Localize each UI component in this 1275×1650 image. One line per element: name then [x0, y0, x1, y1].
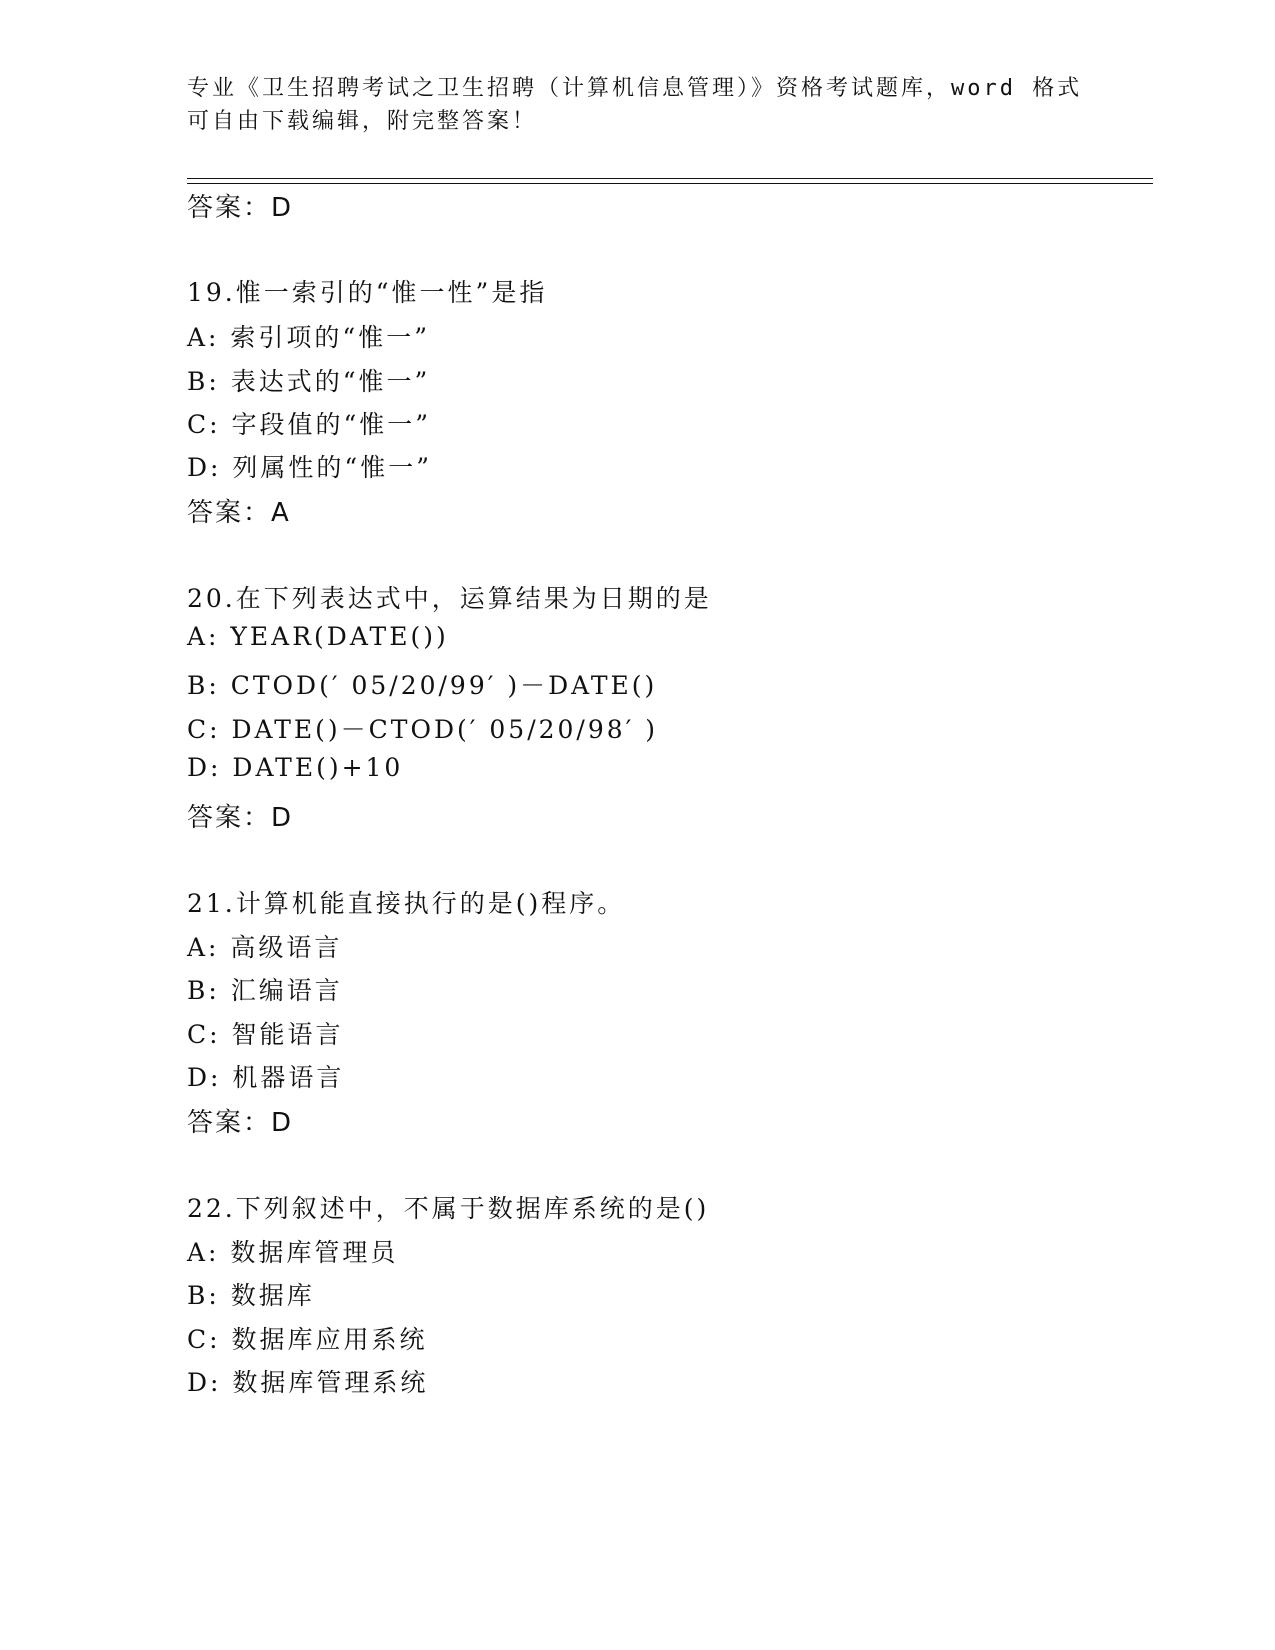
question-19-option-b: B: 表达式的“惟一” — [187, 367, 431, 396]
answer-previous: 答案：D — [187, 193, 294, 223]
question-19-option-a: A: 索引项的“惟一” — [187, 323, 430, 352]
header-line-1: 专业《卫生招聘考试之卫生招聘（计算机信息管理）》资格考试题库，word 格式 — [187, 76, 1083, 101]
question-22-stem: 22.下列叙述中，不属于数据库系统的是() — [187, 1194, 710, 1223]
question-19-option-d: D: 列属性的“惟一” — [187, 453, 432, 482]
question-22-option-a: A: 数据库管理员 — [187, 1238, 399, 1267]
question-19-option-c: C: 字段值的“惟一” — [187, 410, 432, 439]
question-19-answer: 答案：A — [187, 498, 291, 528]
question-22-option-d: D: 数据库管理系统 — [187, 1368, 429, 1397]
question-21-stem: 21.计算机能直接执行的是()程序。 — [187, 889, 626, 918]
question-20-option-a: A: YEAR(DATE()) — [187, 622, 449, 651]
document-header — [187, 72, 1087, 138]
question-20-option-d: D: DATE()+10 — [187, 753, 404, 782]
question-21-option-d: D: 机器语言 — [187, 1063, 345, 1092]
question-21-option-a: A: 高级语言 — [187, 933, 343, 962]
question-22-option-b: B: 数据库 — [187, 1281, 315, 1310]
question-20-answer: 答案：D — [187, 803, 294, 833]
question-22-option-c: C: 数据库应用系统 — [187, 1325, 428, 1354]
question-20-stem: 20.在下列表达式中，运算结果为日期的是 — [187, 584, 712, 613]
header-divider-bottom — [187, 183, 1153, 184]
question-19-stem: 19.惟一索引的“惟一性”是指 — [187, 278, 548, 307]
question-20-option-b: B: CTOD(′ 05/20/99′ )－DATE() — [187, 671, 658, 700]
question-21-option-c: C: 智能语言 — [187, 1020, 344, 1049]
question-20-option-c: C: DATE()－CTOD(′ 05/20/98′ ) — [187, 715, 659, 744]
question-21-option-b: B: 汇编语言 — [187, 976, 343, 1005]
header-line-2: 可自由下载编辑，附完整答案！ — [187, 109, 538, 134]
header-divider-top — [187, 178, 1153, 179]
question-21-answer: 答案：D — [187, 1108, 294, 1138]
